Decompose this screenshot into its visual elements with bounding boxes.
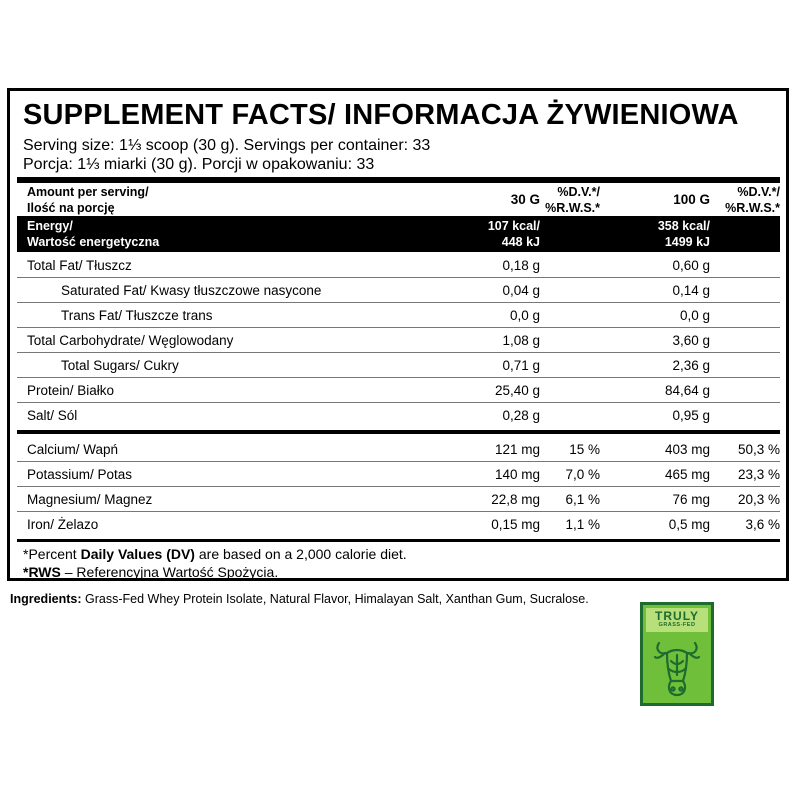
- ingredients-text: Grass-Fed Whey Protein Isolate, Natural Flavor, Himalayan Salt, Xanthan Gum, Sucralose.: [81, 592, 589, 606]
- nutrient-value-100g: 2,36 g: [672, 358, 710, 373]
- nutrient-row-salt: [17, 403, 780, 428]
- nutrient-row-trans-fat: [17, 303, 780, 328]
- nutrient-label: Protein/ Białko: [27, 383, 115, 398]
- nutrient-value-30g: 25,40 g: [494, 383, 540, 398]
- column-header: [17, 184, 780, 216]
- energy-100g-kj: 1499 kJ: [664, 235, 710, 249]
- badge-banner: [646, 608, 708, 632]
- mineral-value-100g: 76 mg: [672, 492, 710, 507]
- nutrient-row-sugars: [17, 353, 780, 378]
- thick-divider: [17, 539, 780, 542]
- nutrient-value-100g: 0,0 g: [679, 308, 710, 323]
- thick-divider: [17, 430, 780, 434]
- mineral-label: Potassium/ Potas: [27, 467, 133, 482]
- footnote-rws-bold: *RWS: [23, 564, 61, 580]
- energy-label-pl: Wartość energetyczna: [27, 235, 160, 249]
- nutrient-label: Total Carbohydrate/ Węglowodany: [27, 333, 234, 348]
- nutrient-value-30g: 0,04 g: [502, 283, 540, 298]
- footnote-daily-values: [23, 545, 407, 563]
- footnote-rws: [23, 563, 278, 581]
- nutrient-value-30g: 0,71 g: [502, 358, 540, 373]
- footnote-rws-suffix: – Referencyjna Wartość Spożycia.: [60, 564, 279, 580]
- energy-30g-kcal: 107 kcal/: [487, 219, 540, 233]
- nutrient-value-30g: 0,18 g: [502, 258, 540, 273]
- column-30g-header: 30 G: [510, 192, 540, 207]
- mineral-row-iron: [17, 512, 780, 537]
- mineral-dv-100g: 23,3 %: [737, 467, 780, 482]
- badge-subtitle: GRASS-FED: [658, 622, 696, 628]
- footnote-dv-bold: Daily Values (DV): [80, 546, 195, 562]
- nutrient-label: Saturated Fat/ Kwasy tłuszczowe nasycone: [61, 283, 322, 298]
- nutrient-label: Salt/ Sól: [27, 408, 78, 423]
- mineral-label: Iron/ Żelazo: [27, 517, 99, 532]
- mineral-label: Magnesium/ Magnez: [27, 492, 153, 507]
- serving-size-en: Serving size: 1⅓ scoop (30 g). Servings per container: 33: [23, 137, 431, 154]
- energy-row: [17, 216, 780, 252]
- nutrient-label: Total Sugars/ Cukry: [61, 358, 179, 373]
- nutrient-value-100g: 0,14 g: [672, 283, 710, 298]
- thick-divider: [17, 177, 780, 183]
- nutrient-row-total-fat: [17, 253, 780, 278]
- nutrient-label: Total Fat/ Tłuszcz: [27, 258, 132, 273]
- energy-30g-kj: 448 kJ: [501, 235, 540, 249]
- nutrient-row-saturated-fat: [17, 278, 780, 303]
- dv30-header-line1: %D.V.*/: [557, 185, 600, 199]
- serving-size-pl: Porcja: 1⅓ miarki (30 g). Porcji w opakowaniu: 33: [23, 156, 375, 173]
- mineral-value-30g: 140 mg: [494, 467, 540, 482]
- nutrient-value-30g: 0,28 g: [502, 408, 540, 423]
- mineral-dv-100g: 20,3 %: [737, 492, 780, 507]
- nutrient-label: Trans Fat/ Tłuszcze trans: [61, 308, 213, 323]
- nutrient-value-100g: 3,60 g: [672, 333, 710, 348]
- dv30-header-line2: %R.W.S.*: [545, 201, 600, 215]
- ingredients-line: [10, 592, 589, 606]
- footnote-dv-prefix: *Percent: [23, 546, 81, 562]
- mineral-value-30g: 22,8 mg: [491, 492, 540, 507]
- page-title: SUPPLEMENT FACTS/ INFORMACJA ŻYWIENIOWA: [23, 99, 739, 131]
- nutrient-row-carbohydrate: [17, 328, 780, 353]
- mineral-row-calcium: [17, 437, 780, 462]
- badge-word: TRULY: [655, 609, 699, 623]
- mineral-dv-30g: 6,1 %: [565, 492, 600, 507]
- column-100g-header: 100 G: [673, 192, 710, 207]
- energy-100g-kcal: 358 kcal/: [657, 219, 710, 233]
- truly-grass-fed-badge: [640, 602, 714, 706]
- mineral-value-100g: 465 mg: [664, 467, 710, 482]
- nutrient-value-100g: 84,64 g: [664, 383, 710, 398]
- cow-head-icon: [653, 635, 701, 699]
- mineral-value-30g: 121 mg: [494, 442, 540, 457]
- mineral-dv-30g: 1,1 %: [565, 517, 600, 532]
- mineral-label: Calcium/ Wapń: [27, 442, 119, 457]
- nutrient-row-protein: [17, 378, 780, 403]
- dv100-header-line2: %R.W.S.*: [725, 201, 780, 215]
- energy-label-en: Energy/: [27, 219, 73, 233]
- nutrient-value-100g: 0,60 g: [672, 258, 710, 273]
- amount-label-en: Amount per serving/: [27, 185, 149, 199]
- amount-label-pl: Ilość na porcję: [27, 201, 115, 215]
- mineral-value-30g: 0,15 mg: [491, 517, 540, 532]
- mineral-dv-100g: 3,6 %: [745, 517, 780, 532]
- mineral-row-potassium: [17, 462, 780, 487]
- mineral-dv-30g: 7,0 %: [565, 467, 600, 482]
- dv100-header-line1: %D.V.*/: [737, 185, 780, 199]
- footnote-dv-suffix: are based on a 2,000 calorie diet.: [194, 546, 407, 562]
- mineral-value-100g: 0,5 mg: [668, 517, 710, 532]
- nutrient-value-100g: 0,95 g: [672, 408, 710, 423]
- nutrient-value-30g: 1,08 g: [502, 333, 540, 348]
- nutrient-value-30g: 0,0 g: [509, 308, 540, 323]
- mineral-row-magnesium: [17, 487, 780, 512]
- mineral-dv-30g: 15 %: [569, 442, 600, 457]
- mineral-value-100g: 403 mg: [664, 442, 710, 457]
- mineral-dv-100g: 50,3 %: [737, 442, 780, 457]
- ingredients-label: Ingredients:: [10, 592, 82, 606]
